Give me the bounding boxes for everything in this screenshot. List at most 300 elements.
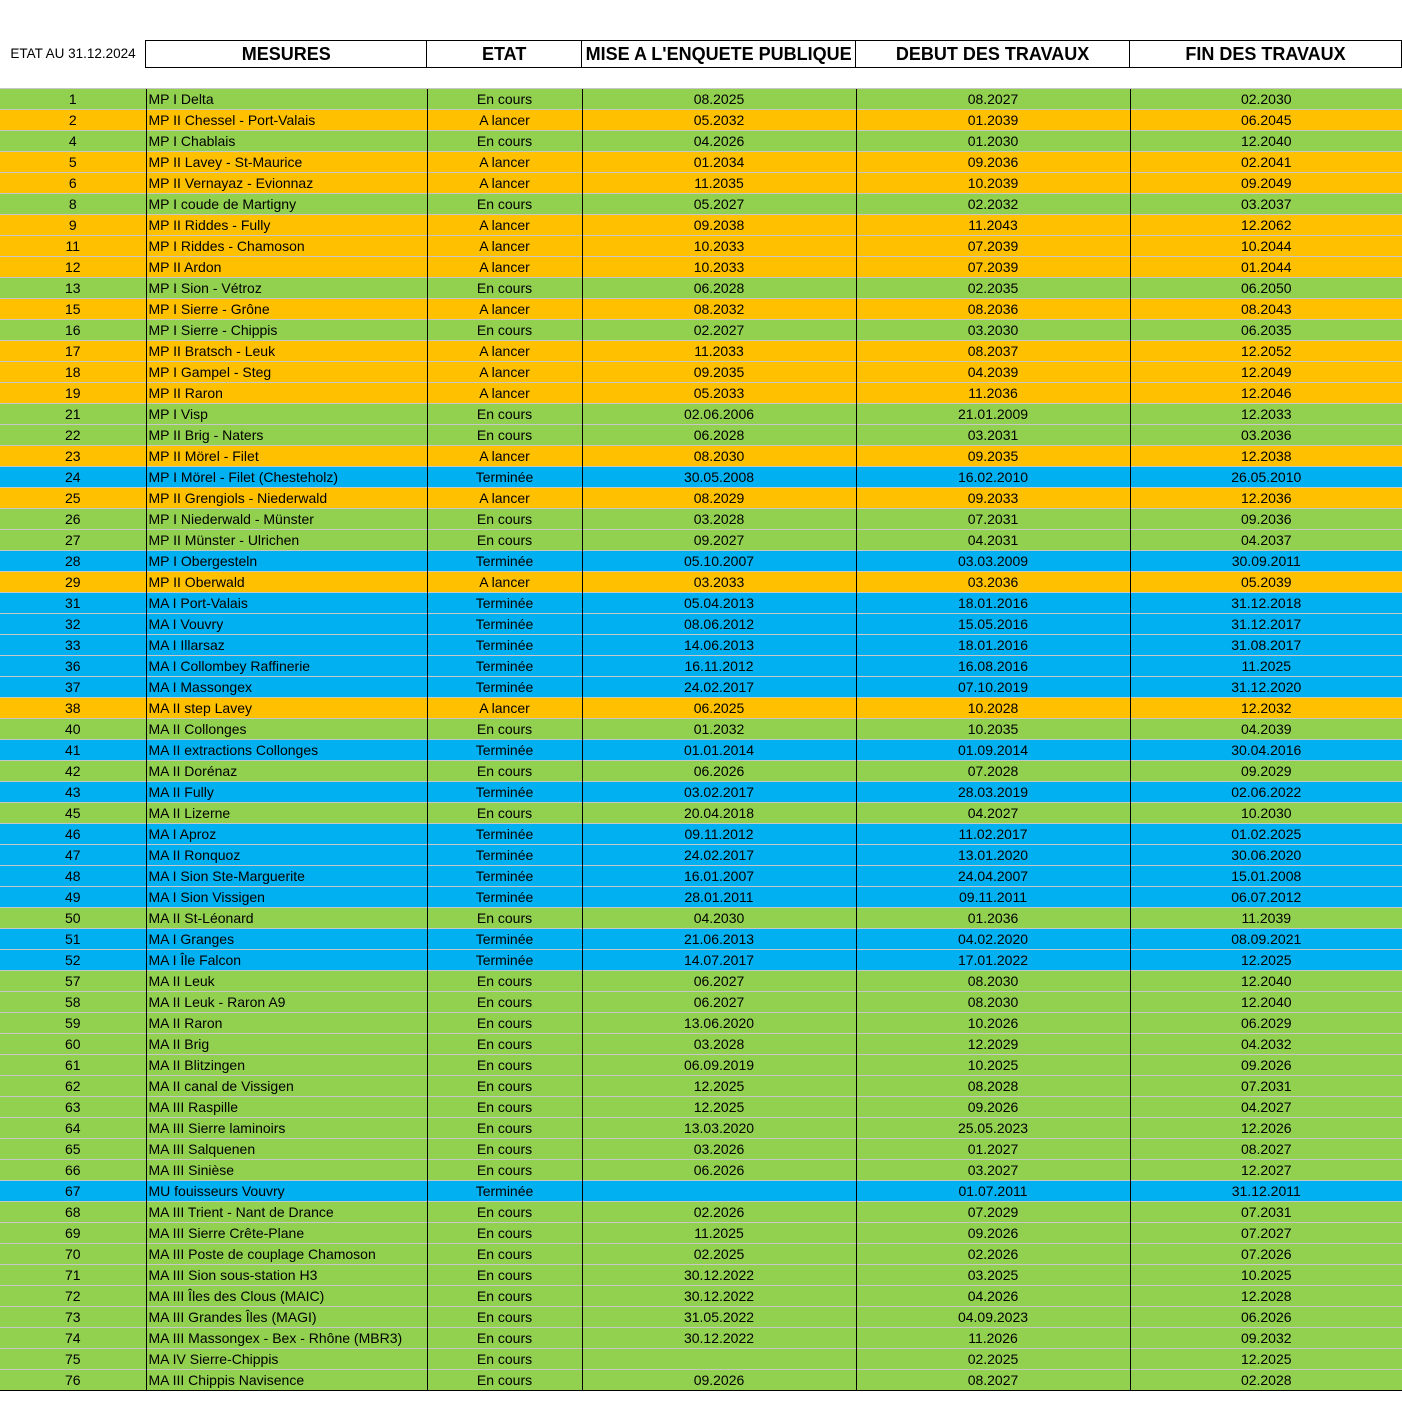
cell-number: 57 — [0, 971, 146, 992]
cell-mesure: MA III Massongex - Bex - Rhône (MBR3) — [146, 1328, 427, 1349]
table-row — [0, 992, 1402, 1013]
cell-mise-a-l-enquete: 08.2030 — [582, 446, 856, 467]
cell-fin-travaux: 12.2033 — [1130, 404, 1402, 425]
cell-debut-travaux: 09.2026 — [856, 1097, 1130, 1118]
cell-mesure: MP II Riddes - Fully — [146, 215, 427, 236]
cell-fin-travaux: 11.2025 — [1130, 656, 1402, 677]
cell-fin-travaux: 07.2031 — [1130, 1202, 1402, 1223]
cell-etat: En cours — [427, 1370, 582, 1391]
cell-mise-a-l-enquete: 01.01.2014 — [582, 740, 856, 761]
cell-etat: En cours — [427, 1097, 582, 1118]
cell-fin-travaux: 31.12.2018 — [1130, 593, 1402, 614]
cell-mesure: MA II Leuk — [146, 971, 427, 992]
cell-mesure: MA II extractions Collonges — [146, 740, 427, 761]
cell-number: 17 — [0, 341, 146, 362]
cell-number: 70 — [0, 1244, 146, 1265]
table-row — [0, 467, 1402, 488]
cell-mise-a-l-enquete: 06.09.2019 — [582, 1055, 856, 1076]
cell-fin-travaux: 09.2029 — [1130, 761, 1402, 782]
cell-mise-a-l-enquete: 30.12.2022 — [582, 1265, 856, 1286]
cell-number: 42 — [0, 761, 146, 782]
cell-fin-travaux: 06.2029 — [1130, 1013, 1402, 1034]
table-row — [0, 824, 1402, 845]
cell-debut-travaux: 03.2025 — [856, 1265, 1130, 1286]
cell-etat: Terminée — [427, 866, 582, 887]
cell-mise-a-l-enquete: 05.10.2007 — [582, 551, 856, 572]
cell-number: 13 — [0, 278, 146, 299]
cell-number: 62 — [0, 1076, 146, 1097]
cell-mesure: MA II Dorénaz — [146, 761, 427, 782]
cell-number: 4 — [0, 131, 146, 152]
table-row — [0, 425, 1402, 446]
header-mise-a-l-enquete: MISE A L'ENQUETE PUBLIQUE — [582, 41, 856, 68]
cell-etat: Terminée — [427, 677, 582, 698]
cell-debut-travaux: 03.2027 — [856, 1160, 1130, 1181]
cell-mesure: MP II Mörel - Filet — [146, 446, 427, 467]
cell-fin-travaux: 09.2026 — [1130, 1055, 1402, 1076]
cell-mise-a-l-enquete: 21.06.2013 — [582, 929, 856, 950]
table-row — [0, 551, 1402, 572]
cell-mise-a-l-enquete: 31.05.2022 — [582, 1307, 856, 1328]
cell-debut-travaux: 03.03.2009 — [856, 551, 1130, 572]
table-row — [0, 509, 1402, 530]
cell-fin-travaux: 12.2038 — [1130, 446, 1402, 467]
cell-etat: Terminée — [427, 467, 582, 488]
cell-debut-travaux: 02.2035 — [856, 278, 1130, 299]
cell-etat: A lancer — [427, 299, 582, 320]
cell-debut-travaux: 01.2039 — [856, 110, 1130, 131]
cell-debut-travaux: 07.2039 — [856, 257, 1130, 278]
cell-debut-travaux: 25.05.2023 — [856, 1118, 1130, 1139]
cell-fin-travaux: 02.2030 — [1130, 89, 1402, 110]
cell-fin-travaux: 31.12.2020 — [1130, 677, 1402, 698]
cell-debut-travaux: 01.2027 — [856, 1139, 1130, 1160]
cell-mesure: MA I Granges — [146, 929, 427, 950]
cell-mise-a-l-enquete: 14.06.2013 — [582, 635, 856, 656]
cell-number: 43 — [0, 782, 146, 803]
cell-debut-travaux: 01.2036 — [856, 908, 1130, 929]
cell-fin-travaux: 04.2027 — [1130, 1097, 1402, 1118]
cell-debut-travaux: 18.01.2016 — [856, 593, 1130, 614]
cell-fin-travaux: 12.2025 — [1130, 950, 1402, 971]
cell-debut-travaux: 03.2030 — [856, 320, 1130, 341]
cell-number: 27 — [0, 530, 146, 551]
table-row — [0, 677, 1402, 698]
table-row — [0, 404, 1402, 425]
cell-etat: Terminée — [427, 950, 582, 971]
cell-mesure: MA II Ronquoz — [146, 845, 427, 866]
header-fin-travaux: FIN DES TRAVAUX — [1130, 41, 1402, 68]
cell-debut-travaux: 01.2030 — [856, 131, 1130, 152]
cell-number: 50 — [0, 908, 146, 929]
cell-mise-a-l-enquete: 04.2030 — [582, 908, 856, 929]
table-row — [0, 89, 1402, 110]
table-row — [0, 1013, 1402, 1034]
cell-etat: Terminée — [427, 656, 582, 677]
table-row — [0, 1223, 1402, 1244]
cell-debut-travaux: 09.2035 — [856, 446, 1130, 467]
cell-mesure: MA III Salquenen — [146, 1139, 427, 1160]
cell-etat: En cours — [427, 320, 582, 341]
table-row — [0, 803, 1402, 824]
header-debut-travaux: DEBUT DES TRAVAUX — [856, 41, 1130, 68]
table-row — [0, 1076, 1402, 1097]
cell-mise-a-l-enquete: 01.2032 — [582, 719, 856, 740]
cell-fin-travaux: 12.2026 — [1130, 1118, 1402, 1139]
cell-fin-travaux: 03.2036 — [1130, 425, 1402, 446]
column-header-row — [0, 40, 1402, 68]
cell-etat: En cours — [427, 908, 582, 929]
table-row — [0, 887, 1402, 908]
cell-debut-travaux: 02.2026 — [856, 1244, 1130, 1265]
cell-debut-travaux: 02.2032 — [856, 194, 1130, 215]
cell-number: 65 — [0, 1139, 146, 1160]
cell-mise-a-l-enquete: 08.06.2012 — [582, 614, 856, 635]
cell-mise-a-l-enquete: 06.2027 — [582, 992, 856, 1013]
cell-etat: En cours — [427, 1349, 582, 1370]
cell-etat: En cours — [427, 1328, 582, 1349]
cell-debut-travaux: 03.2031 — [856, 425, 1130, 446]
cell-etat: A lancer — [427, 572, 582, 593]
table-row — [0, 1202, 1402, 1223]
cell-fin-travaux: 02.2028 — [1130, 1370, 1402, 1391]
cell-number: 28 — [0, 551, 146, 572]
cell-etat: Terminée — [427, 929, 582, 950]
cell-fin-travaux: 09.2032 — [1130, 1328, 1402, 1349]
cell-etat: A lancer — [427, 698, 582, 719]
cell-mise-a-l-enquete: 08.2025 — [582, 89, 856, 110]
cell-fin-travaux: 12.2040 — [1130, 992, 1402, 1013]
cell-etat: En cours — [427, 1244, 582, 1265]
cell-etat: Terminée — [427, 614, 582, 635]
cell-mise-a-l-enquete: 05.2033 — [582, 383, 856, 404]
cell-etat: En cours — [427, 530, 582, 551]
cell-etat: A lancer — [427, 152, 582, 173]
table-row — [0, 866, 1402, 887]
cell-mise-a-l-enquete: 24.02.2017 — [582, 677, 856, 698]
cell-debut-travaux: 28.03.2019 — [856, 782, 1130, 803]
cell-number: 60 — [0, 1034, 146, 1055]
cell-debut-travaux: 16.08.2016 — [856, 656, 1130, 677]
cell-fin-travaux: 07.2031 — [1130, 1076, 1402, 1097]
cell-debut-travaux: 09.11.2011 — [856, 887, 1130, 908]
cell-mesure: MA III Raspille — [146, 1097, 427, 1118]
cell-mise-a-l-enquete: 11.2025 — [582, 1223, 856, 1244]
cell-debut-travaux: 08.2036 — [856, 299, 1130, 320]
cell-number: 15 — [0, 299, 146, 320]
cell-mesure: MP I Visp — [146, 404, 427, 425]
cell-number: 67 — [0, 1181, 146, 1202]
table-row — [0, 152, 1402, 173]
cell-mise-a-l-enquete: 11.2035 — [582, 173, 856, 194]
table-row — [0, 173, 1402, 194]
cell-mise-a-l-enquete: 06.2026 — [582, 1160, 856, 1181]
cell-mise-a-l-enquete: 03.2028 — [582, 1034, 856, 1055]
cell-number: 66 — [0, 1160, 146, 1181]
cell-mesure: MA III Chippis Navisence — [146, 1370, 427, 1391]
cell-mesure: MA II Collonges — [146, 719, 427, 740]
cell-mesure: MA II canal de Vissigen — [146, 1076, 427, 1097]
cell-fin-travaux: 12.2032 — [1130, 698, 1402, 719]
cell-fin-travaux: 08.2027 — [1130, 1139, 1402, 1160]
cell-number: 38 — [0, 698, 146, 719]
cell-mesure: MP I Chablais — [146, 131, 427, 152]
cell-mise-a-l-enquete: 10.2033 — [582, 257, 856, 278]
cell-etat: En cours — [427, 1307, 582, 1328]
table-row — [0, 614, 1402, 635]
cell-number: 29 — [0, 572, 146, 593]
table-row — [0, 194, 1402, 215]
cell-number: 41 — [0, 740, 146, 761]
cell-number: 21 — [0, 404, 146, 425]
cell-debut-travaux: 03.2036 — [856, 572, 1130, 593]
cell-fin-travaux: 15.01.2008 — [1130, 866, 1402, 887]
cell-debut-travaux: 04.2031 — [856, 530, 1130, 551]
cell-number: 24 — [0, 467, 146, 488]
cell-etat: A lancer — [427, 215, 582, 236]
cell-number: 69 — [0, 1223, 146, 1244]
cell-debut-travaux: 04.2026 — [856, 1286, 1130, 1307]
cell-etat: En cours — [427, 1265, 582, 1286]
cell-mise-a-l-enquete: 09.2038 — [582, 215, 856, 236]
cell-mesure: MA I Île Falcon — [146, 950, 427, 971]
cell-debut-travaux: 11.2036 — [856, 383, 1130, 404]
cell-etat: En cours — [427, 131, 582, 152]
cell-debut-travaux: 07.2039 — [856, 236, 1130, 257]
table-row — [0, 593, 1402, 614]
cell-mesure: MA I Vouvry — [146, 614, 427, 635]
cell-number: 19 — [0, 383, 146, 404]
cell-number: 73 — [0, 1307, 146, 1328]
cell-number: 8 — [0, 194, 146, 215]
cell-mise-a-l-enquete: 02.2025 — [582, 1244, 856, 1265]
cell-debut-travaux: 12.2029 — [856, 1034, 1130, 1055]
cell-etat: A lancer — [427, 383, 582, 404]
cell-mise-a-l-enquete: 03.2033 — [582, 572, 856, 593]
cell-etat: En cours — [427, 1202, 582, 1223]
cell-mesure: MP I Mörel - Filet (Chesteholz) — [146, 467, 427, 488]
cell-debut-travaux: 17.01.2022 — [856, 950, 1130, 971]
cell-mise-a-l-enquete: 02.06.2006 — [582, 404, 856, 425]
cell-debut-travaux: 10.2028 — [856, 698, 1130, 719]
table-row — [0, 530, 1402, 551]
cell-mise-a-l-enquete: 01.2034 — [582, 152, 856, 173]
cell-mise-a-l-enquete: 30.12.2022 — [582, 1286, 856, 1307]
table-row — [0, 971, 1402, 992]
cell-debut-travaux: 24.04.2007 — [856, 866, 1130, 887]
cell-debut-travaux: 01.09.2014 — [856, 740, 1130, 761]
cell-fin-travaux: 06.2026 — [1130, 1307, 1402, 1328]
cell-etat: Terminée — [427, 551, 582, 572]
table-row — [0, 761, 1402, 782]
cell-etat: En cours — [427, 971, 582, 992]
table-row — [0, 278, 1402, 299]
cell-mesure: MA I Sion Ste-Marguerite — [146, 866, 427, 887]
cell-number: 48 — [0, 866, 146, 887]
cell-etat: Terminée — [427, 845, 582, 866]
cell-mesure: MP II Oberwald — [146, 572, 427, 593]
cell-etat: A lancer — [427, 173, 582, 194]
cell-debut-travaux: 08.2037 — [856, 341, 1130, 362]
cell-fin-travaux: 26.05.2010 — [1130, 467, 1402, 488]
cell-etat: A lancer — [427, 488, 582, 509]
measures-table-body — [0, 89, 1402, 1391]
cell-mise-a-l-enquete: 09.11.2012 — [582, 824, 856, 845]
cell-mesure: MA I Massongex — [146, 677, 427, 698]
cell-mesure: MP II Bratsch - Leuk — [146, 341, 427, 362]
cell-fin-travaux: 06.2035 — [1130, 320, 1402, 341]
cell-fin-travaux: 31.12.2017 — [1130, 614, 1402, 635]
table-row — [0, 740, 1402, 761]
cell-number: 40 — [0, 719, 146, 740]
cell-fin-travaux: 12.2052 — [1130, 341, 1402, 362]
cell-debut-travaux: 09.2033 — [856, 488, 1130, 509]
cell-etat: En cours — [427, 803, 582, 824]
cell-number: 52 — [0, 950, 146, 971]
cell-mesure: MA I Aproz — [146, 824, 427, 845]
header-spacer — [0, 41, 146, 68]
cell-fin-travaux: 04.2037 — [1130, 530, 1402, 551]
cell-debut-travaux: 11.2043 — [856, 215, 1130, 236]
cell-etat: Terminée — [427, 740, 582, 761]
cell-fin-travaux: 31.08.2017 — [1130, 635, 1402, 656]
table-row — [0, 383, 1402, 404]
measures-table — [0, 88, 1402, 1391]
cell-number: 33 — [0, 635, 146, 656]
cell-mesure: MA II Leuk - Raron A9 — [146, 992, 427, 1013]
cell-fin-travaux: 04.2039 — [1130, 719, 1402, 740]
header-etat: ETAT — [427, 41, 582, 68]
cell-fin-travaux: 11.2039 — [1130, 908, 1402, 929]
table-row — [0, 215, 1402, 236]
cell-etat: En cours — [427, 1076, 582, 1097]
cell-number: 16 — [0, 320, 146, 341]
cell-fin-travaux: 07.2026 — [1130, 1244, 1402, 1265]
cell-fin-travaux: 12.2040 — [1130, 971, 1402, 992]
cell-mesure: MP II Raron — [146, 383, 427, 404]
table-row — [0, 950, 1402, 971]
cell-mise-a-l-enquete — [582, 1181, 856, 1202]
table-row — [0, 1139, 1402, 1160]
cell-debut-travaux: 07.2028 — [856, 761, 1130, 782]
cell-mesure: MP I coude de Martigny — [146, 194, 427, 215]
cell-number: 63 — [0, 1097, 146, 1118]
cell-etat: En cours — [427, 1286, 582, 1307]
cell-mesure: MA III Sierre Crête-Plane — [146, 1223, 427, 1244]
cell-debut-travaux: 04.2027 — [856, 803, 1130, 824]
table-row — [0, 1307, 1402, 1328]
cell-mise-a-l-enquete: 06.2026 — [582, 761, 856, 782]
header-mesures: MESURES — [146, 41, 427, 68]
cell-number: 26 — [0, 509, 146, 530]
cell-etat: A lancer — [427, 236, 582, 257]
cell-debut-travaux: 11.02.2017 — [856, 824, 1130, 845]
cell-mesure: MP I Obergesteln — [146, 551, 427, 572]
cell-fin-travaux: 06.2045 — [1130, 110, 1402, 131]
table-row — [0, 1286, 1402, 1307]
cell-mise-a-l-enquete: 16.11.2012 — [582, 656, 856, 677]
cell-etat: En cours — [427, 278, 582, 299]
cell-mise-a-l-enquete: 05.04.2013 — [582, 593, 856, 614]
table-row — [0, 1055, 1402, 1076]
cell-number: 68 — [0, 1202, 146, 1223]
cell-mesure: MP II Vernayaz - Evionnaz — [146, 173, 427, 194]
cell-mesure: MA II Lizerne — [146, 803, 427, 824]
table-row — [0, 1349, 1402, 1370]
cell-number: 36 — [0, 656, 146, 677]
cell-mesure: MP I Sierre - Grône — [146, 299, 427, 320]
cell-etat: En cours — [427, 1034, 582, 1055]
cell-mise-a-l-enquete: 14.07.2017 — [582, 950, 856, 971]
table-row — [0, 656, 1402, 677]
cell-mise-a-l-enquete: 30.12.2022 — [582, 1328, 856, 1349]
cell-fin-travaux: 05.2039 — [1130, 572, 1402, 593]
cell-mise-a-l-enquete: 02.2026 — [582, 1202, 856, 1223]
cell-debut-travaux: 08.2030 — [856, 971, 1130, 992]
table-row — [0, 908, 1402, 929]
table-row — [0, 488, 1402, 509]
cell-etat: En cours — [427, 194, 582, 215]
cell-number: 23 — [0, 446, 146, 467]
cell-number: 58 — [0, 992, 146, 1013]
cell-fin-travaux: 30.04.2016 — [1130, 740, 1402, 761]
table-row — [0, 1181, 1402, 1202]
cell-etat: En cours — [427, 1139, 582, 1160]
cell-number: 47 — [0, 845, 146, 866]
cell-mesure: MA I Sion Vissigen — [146, 887, 427, 908]
cell-number: 11 — [0, 236, 146, 257]
cell-mesure: MP I Sierre - Chippis — [146, 320, 427, 341]
cell-fin-travaux: 10.2030 — [1130, 803, 1402, 824]
cell-mise-a-l-enquete: 12.2025 — [582, 1076, 856, 1097]
cell-etat: A lancer — [427, 110, 582, 131]
table-row — [0, 236, 1402, 257]
cell-mise-a-l-enquete: 13.06.2020 — [582, 1013, 856, 1034]
cell-number: 46 — [0, 824, 146, 845]
cell-mise-a-l-enquete: 28.01.2011 — [582, 887, 856, 908]
cell-etat: Terminée — [427, 635, 582, 656]
cell-mise-a-l-enquete: 08.2029 — [582, 488, 856, 509]
cell-number: 9 — [0, 215, 146, 236]
cell-fin-travaux: 10.2044 — [1130, 236, 1402, 257]
table-row — [0, 1244, 1402, 1265]
table-row — [0, 1328, 1402, 1349]
cell-mise-a-l-enquete: 08.2032 — [582, 299, 856, 320]
cell-mesure: MA II step Lavey — [146, 698, 427, 719]
cell-etat: Terminée — [427, 593, 582, 614]
cell-mise-a-l-enquete: 20.04.2018 — [582, 803, 856, 824]
cell-number: 1 — [0, 89, 146, 110]
cell-mise-a-l-enquete: 02.2027 — [582, 320, 856, 341]
cell-mesure: MA III Trient - Nant de Drance — [146, 1202, 427, 1223]
cell-fin-travaux: 12.2046 — [1130, 383, 1402, 404]
cell-fin-travaux: 12.2062 — [1130, 215, 1402, 236]
cell-mesure: MP I Sion - Vétroz — [146, 278, 427, 299]
cell-etat: Terminée — [427, 887, 582, 908]
cell-mise-a-l-enquete: 06.2028 — [582, 425, 856, 446]
cell-etat: En cours — [427, 992, 582, 1013]
table-row — [0, 929, 1402, 950]
cell-debut-travaux: 08.2027 — [856, 1370, 1130, 1391]
table-row — [0, 1160, 1402, 1181]
cell-fin-travaux: 08.2043 — [1130, 299, 1402, 320]
cell-fin-travaux: 08.09.2021 — [1130, 929, 1402, 950]
cell-mise-a-l-enquete: 03.2026 — [582, 1139, 856, 1160]
table-row — [0, 719, 1402, 740]
cell-debut-travaux: 08.2027 — [856, 89, 1130, 110]
cell-etat: Terminée — [427, 824, 582, 845]
cell-fin-travaux: 03.2037 — [1130, 194, 1402, 215]
